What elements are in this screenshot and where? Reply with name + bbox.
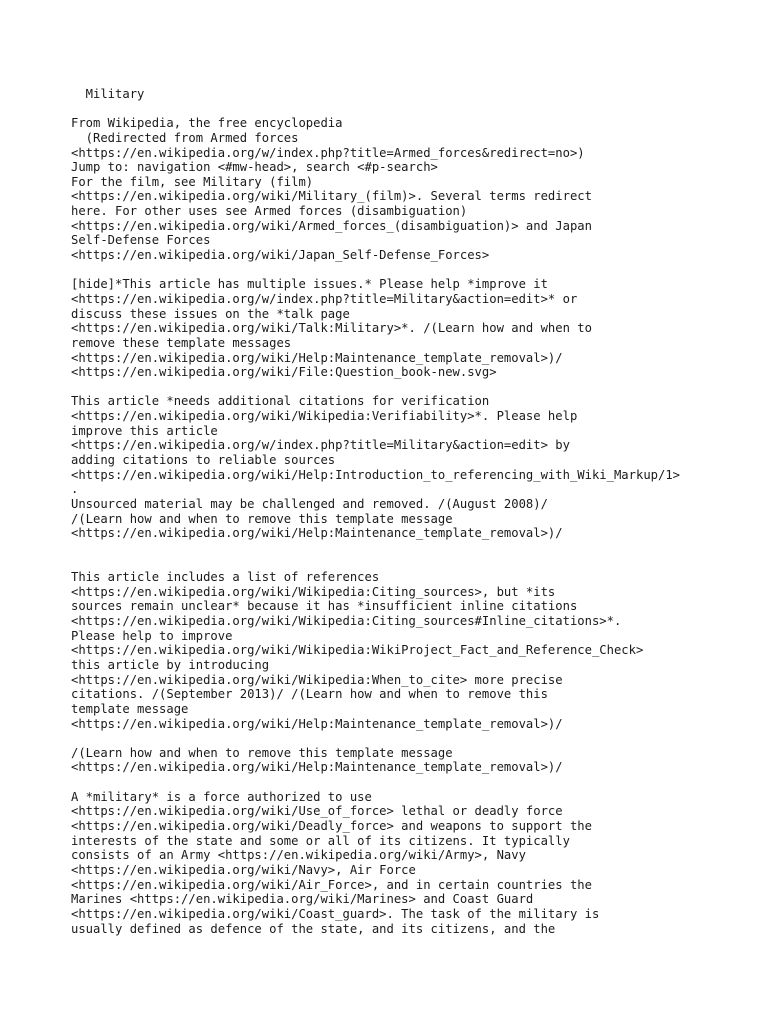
document-line — [71, 775, 768, 790]
document-line: Please help to improve — [71, 628, 233, 643]
document-line: A *military* is a force authorized to use — [71, 789, 372, 804]
document-line: <https://en.wikipedia.org/wiki/Wikipedia:Citing_sources#Inline_citations>*. — [71, 614, 622, 629]
document-line: (Redirected from Armed forces — [71, 130, 299, 145]
document-line: <https://en.wikipedia.org/wiki/Help:Introduction_to_referencing_with_Wiki_Markup/1> — [71, 467, 681, 482]
document-line — [71, 102, 768, 117]
document-line: consists of an Army <https://en.wikipedia.org/wiki/Army>, Navy — [71, 848, 526, 863]
document-line: This article includes a list of references — [71, 570, 380, 585]
document-line: template message — [71, 701, 189, 716]
document-line: From Wikipedia, the free encyclopedia — [71, 116, 343, 131]
document-line: sources remain unclear* because it has *insufficient inline citations — [71, 599, 578, 614]
document-line — [71, 380, 768, 395]
document-text — [71, 87, 768, 936]
document-line: discuss these issues on the *talk page — [71, 306, 350, 321]
document-line: Jump to: navigation <#mw-head>, search <#p-search> — [71, 160, 438, 175]
document-line: [hide]*This article has multiple issues.* Please help *improve it — [71, 277, 548, 292]
document-line: <https://en.wikipedia.org/wiki/Navy>, Air Force — [71, 862, 416, 877]
page-title: Military — [71, 87, 145, 101]
document-line: improve this article — [71, 423, 218, 438]
document-line: remove these template messages — [71, 335, 292, 350]
document-line: <https://en.wikipedia.org/wiki/Armed_forces_(disambiguation)> and Japan — [71, 218, 592, 233]
document-line: <https://en.wikipedia.org/wiki/Wikipedia:Verifiability>*. Please help — [71, 409, 578, 424]
document-line: <https://en.wikipedia.org/wiki/Help:Maintenance_template_removal>)/ — [71, 716, 563, 731]
document-line: interests of the state and some or all of its citizens. It typically — [71, 833, 570, 848]
document-line: <https://en.wikipedia.org/wiki/Military_(film)>. Several terms redirect — [71, 189, 592, 204]
document-line: This article *needs additional citations for verification — [71, 394, 490, 409]
document-line: <https://en.wikipedia.org/wiki/Help:Maintenance_template_removal>)/ — [71, 350, 563, 365]
document-line: <https://en.wikipedia.org/w/index.php?title=Military&action=edit> by — [71, 438, 570, 453]
document-line: <https://en.wikipedia.org/wiki/Wikipedia:Citing_sources>, but *its — [71, 584, 556, 599]
document-line: <https://en.wikipedia.org/wiki/Wikipedia:When_to_cite> more precise — [71, 672, 563, 687]
document-line — [71, 556, 768, 571]
document-line: <https://en.wikipedia.org/wiki/File:Question_book-new.svg> — [71, 365, 497, 380]
document-line: Marines <https://en.wikipedia.org/wiki/Marines> and Coast Guard — [71, 892, 534, 907]
document-line: adding citations to reliable sources — [71, 453, 336, 468]
document-line: <https://en.wikipedia.org/w/index.php?title=Armed_forces&redirect=no>) — [71, 145, 585, 160]
document-line: <https://en.wikipedia.org/wiki/Help:Maintenance_template_removal>)/ — [71, 760, 563, 775]
document-line: <https://en.wikipedia.org/w/index.php?title=Military&action=edit>* or — [71, 291, 578, 306]
document-line: Self-Defense Forces — [71, 233, 211, 248]
document-line: <https://en.wikipedia.org/wiki/Talk:Military>*. /(Learn how and when to — [71, 321, 592, 336]
document-line — [71, 541, 768, 556]
document-line — [71, 731, 768, 746]
document-line: <https://en.wikipedia.org/wiki/Coast_guard>. The task of the military is — [71, 906, 600, 921]
document-line: /(Learn how and when to remove this template message — [71, 745, 453, 760]
document-line: <https://en.wikipedia.org/wiki/Wikipedia:WikiProject_Fact_and_Reference_Check> — [71, 643, 644, 658]
document-line: usually defined as defence of the state, and its citizens, and the — [71, 921, 556, 936]
document-line: <https://en.wikipedia.org/wiki/Air_Force>, and in certain countries the — [71, 877, 592, 892]
document-line: <https://en.wikipedia.org/wiki/Use_of_force> lethal or deadly force — [71, 804, 563, 819]
document-line: <https://en.wikipedia.org/wiki/Deadly_force> and weapons to support the — [71, 819, 592, 834]
document-line: citations. /(September 2013)/ /(Learn how and when to remove this — [71, 687, 548, 702]
document-line: /(Learn how and when to remove this template message — [71, 511, 453, 526]
document-line: <https://en.wikipedia.org/wiki/Help:Maintenance_template_removal>)/ — [71, 526, 563, 541]
document-line: <https://en.wikipedia.org/wiki/Japan_Self-Defense_Forces> — [71, 248, 490, 263]
document-line: Unsourced material may be challenged and removed. /(August 2008)/ — [71, 496, 548, 511]
document-line: . — [71, 482, 79, 497]
document-line: this article by introducing — [71, 657, 270, 672]
document-line: For the film, see Military (film) — [71, 174, 314, 189]
document-line: here. For other uses see Armed forces (disambiguation) — [71, 204, 468, 219]
document-line — [71, 263, 768, 278]
